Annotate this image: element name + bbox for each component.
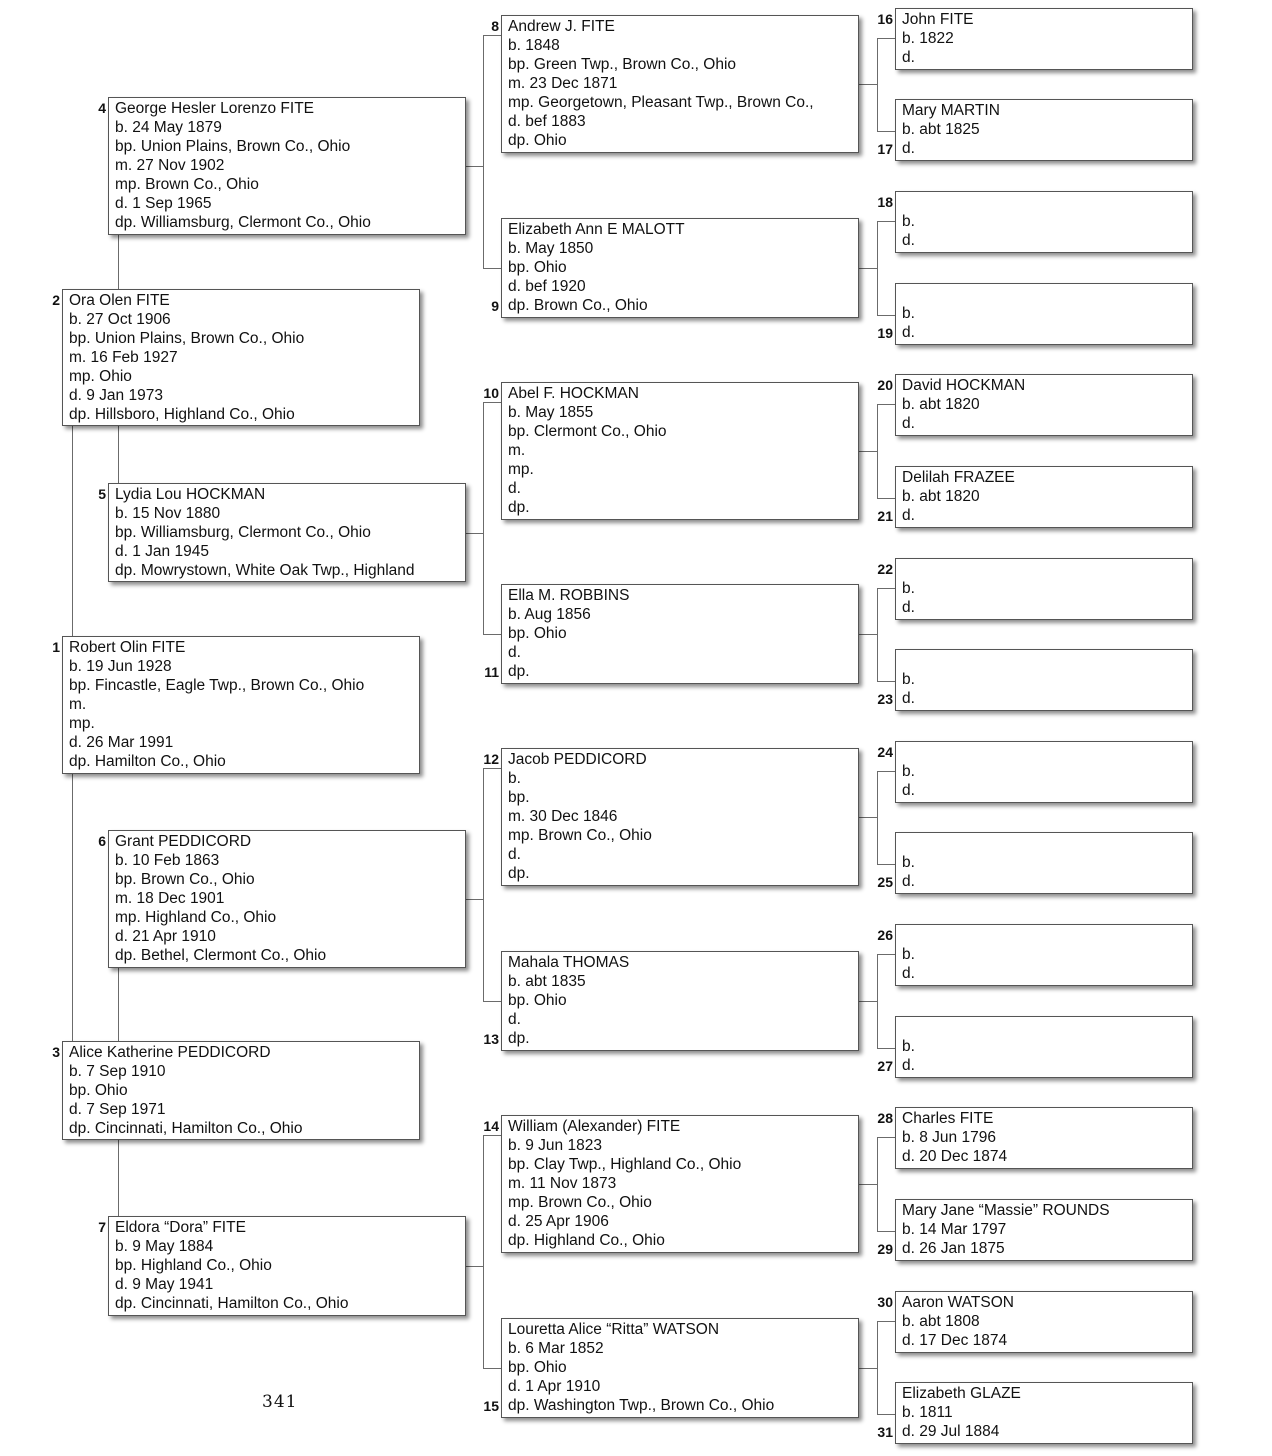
person-detail: d. 17 Dec 1874: [902, 1332, 1008, 1349]
person-detail: b.: [902, 671, 915, 688]
connector-line: [859, 268, 877, 269]
person-detail: mp. Highland Co., Ohio: [115, 909, 277, 926]
person-detail: bp. Fincastle, Eagle Twp., Brown Co., Ohio: [69, 677, 365, 694]
person-number: 13: [483, 1031, 499, 1047]
connector-line: [877, 681, 895, 682]
person-number: 4: [98, 100, 106, 116]
person-name: Lydia Lou HOCKMAN: [115, 486, 266, 503]
person-detail: d.: [902, 965, 915, 982]
person-name: Grant PEDDICORD: [115, 833, 252, 850]
person-detail: bp.: [508, 789, 530, 806]
person-detail: m. 11 Nov 1873: [508, 1175, 617, 1192]
connector-line: [877, 1321, 895, 1322]
person-detail: d. 1 Sep 1965: [115, 195, 212, 212]
connector-line: [466, 899, 483, 900]
person-detail: b.: [508, 770, 521, 787]
person-name: Ella M. ROBBINS: [508, 587, 630, 604]
person-number: 12: [483, 751, 499, 767]
connector-line: [877, 1137, 878, 1232]
person-box-27: [895, 1016, 1193, 1078]
connector-line: [483, 402, 484, 635]
connector-line: [877, 1321, 878, 1415]
person-number: 5: [98, 486, 106, 502]
connector-line: [118, 968, 119, 1041]
person-name: Charles FITE: [902, 1110, 994, 1127]
person-detail: dp. Hillsboro, Highland Co., Ohio: [69, 406, 295, 423]
person-detail: mp.: [508, 461, 534, 478]
person-name: Elizabeth Ann E MALOTT: [508, 221, 685, 238]
connector-line: [483, 768, 501, 769]
person-box-19: [895, 283, 1193, 345]
person-number: 1: [52, 639, 60, 655]
person-detail: b.: [902, 946, 915, 963]
person-detail: dp. Bethel, Clermont Co., Ohio: [115, 947, 327, 964]
person-box-16: [895, 8, 1193, 70]
connector-line: [877, 1137, 895, 1138]
person-detail: bp. Ohio: [508, 992, 567, 1009]
person-detail: bp. Williamsburg, Clermont Co., Ohio: [115, 524, 371, 541]
person-detail: d.: [508, 1011, 521, 1028]
person-number: 26: [877, 927, 893, 943]
person-detail: b. 7 Sep 1910: [69, 1063, 166, 1080]
connector-line: [877, 404, 878, 499]
person-detail: bp. Green Twp., Brown Co., Ohio: [508, 56, 737, 73]
person-detail: d. 21 Apr 1910: [115, 928, 216, 945]
person-name: Elizabeth GLAZE: [902, 1385, 1021, 1402]
person-detail: mp. Brown Co., Ohio: [508, 827, 652, 844]
person-detail: b. 1822: [902, 30, 954, 47]
person-detail: m. 23 Dec 1871: [508, 75, 618, 92]
connector-line: [859, 84, 877, 85]
person-detail: d.: [902, 690, 915, 707]
connector-line: [877, 38, 878, 132]
connector-line: [877, 771, 895, 772]
person-name: George Hesler Lorenzo FITE: [115, 100, 315, 117]
connector-line: [483, 402, 501, 403]
person-detail: b. 8 Jun 1796: [902, 1129, 996, 1146]
connector-line: [859, 451, 877, 452]
person-detail: mp. Brown Co., Ohio: [508, 1194, 652, 1211]
person-box-20: [895, 374, 1193, 436]
person-detail: mp. Ohio: [69, 368, 132, 385]
person-box-17: [895, 99, 1193, 161]
connector-line: [118, 1140, 119, 1216]
person-number: 16: [877, 11, 893, 27]
connector-line: [483, 1135, 484, 1369]
person-name: Delilah FRAZEE: [902, 469, 1015, 486]
connector-line: [118, 235, 119, 289]
person-box-4: [108, 97, 466, 235]
person-detail: bp. Union Plains, Brown Co., Ohio: [69, 330, 305, 347]
connector-line: [877, 221, 878, 316]
person-detail: d. 7 Sep 1971: [69, 1101, 166, 1118]
person-detail: bp. Ohio: [69, 1082, 128, 1099]
person-detail: b.: [902, 763, 915, 780]
person-box-21: [895, 466, 1193, 528]
person-detail: b. 24 May 1879: [115, 119, 222, 136]
person-number: 30: [877, 1294, 893, 1310]
person-name: Mary MARTIN: [902, 102, 1000, 119]
person-detail: dp. Highland Co., Ohio: [508, 1232, 665, 1249]
person-number: 28: [877, 1110, 893, 1126]
person-box-30: [895, 1291, 1193, 1353]
connector-line: [877, 771, 878, 865]
person-detail: m.: [508, 442, 526, 459]
person-detail: dp. Ohio: [508, 132, 567, 149]
person-detail: bp. Ohio: [508, 625, 567, 642]
person-name: John FITE: [902, 11, 974, 28]
person-detail: b. 6 Mar 1852: [508, 1340, 604, 1357]
person-name: [902, 743, 1186, 762]
person-detail: b. 9 Jun 1823: [508, 1137, 602, 1154]
person-detail: b. 14 Mar 1797: [902, 1221, 1007, 1238]
person-detail: b. abt 1820: [902, 396, 980, 413]
person-detail: bp. Ohio: [508, 1359, 567, 1376]
person-detail: dp. Washington Twp., Brown Co., Ohio: [508, 1397, 775, 1414]
connector-line: [466, 1266, 483, 1267]
person-number: 15: [483, 1398, 499, 1414]
connector-line: [859, 1184, 877, 1185]
person-detail: bp. Brown Co., Ohio: [115, 871, 255, 888]
person-detail: d.: [902, 140, 915, 157]
person-name: Andrew J. FITE: [508, 18, 615, 35]
connector-line: [466, 533, 483, 534]
person-detail: b. abt 1808: [902, 1313, 980, 1330]
person-box-29: [895, 1199, 1193, 1261]
person-detail: d.: [902, 1057, 915, 1074]
connector-line: [483, 1001, 501, 1002]
person-box-26: [895, 924, 1193, 986]
person-detail: b. 9 May 1884: [115, 1238, 214, 1255]
person-name: William (Alexander) FITE: [508, 1118, 681, 1135]
person-detail: b. 1848: [508, 37, 560, 54]
person-number: 23: [877, 691, 893, 707]
person-detail: b. 15 Nov 1880: [115, 505, 221, 522]
person-detail: d. bef 1920: [508, 278, 586, 295]
person-detail: d.: [508, 846, 521, 863]
person-box-15: [501, 1318, 859, 1418]
person-box-22: [895, 558, 1193, 620]
person-number: 24: [877, 744, 893, 760]
person-box-13: [501, 951, 859, 1051]
person-box-8: [501, 15, 859, 153]
connector-line: [877, 1048, 895, 1049]
person-number: 6: [98, 833, 106, 849]
person-number: 29: [877, 1241, 893, 1257]
person-detail: m. 30 Dec 1846: [508, 808, 618, 825]
connector-line: [118, 426, 119, 483]
person-detail: d. 1 Jan 1945: [115, 543, 209, 560]
person-detail: d. 9 Jan 1973: [69, 387, 163, 404]
person-box-10: [501, 382, 859, 520]
person-box-9: [501, 218, 859, 318]
person-detail: mp.: [69, 715, 95, 732]
person-name: Robert Olin FITE: [69, 639, 186, 656]
person-detail: dp. Hamilton Co., Ohio: [69, 753, 226, 770]
connector-line: [877, 1414, 895, 1415]
person-detail: b.: [902, 305, 915, 322]
person-name: Ora Olen FITE: [69, 292, 170, 309]
connector-line: [877, 954, 895, 955]
person-detail: b.: [902, 213, 915, 230]
connector-line: [483, 768, 484, 1002]
person-name: David HOCKMAN: [902, 377, 1026, 394]
person-detail: d.: [508, 644, 521, 661]
connector-line: [483, 268, 501, 269]
person-number: 10: [483, 385, 499, 401]
person-detail: b.: [902, 580, 915, 597]
person-detail: mp. Brown Co., Ohio: [115, 176, 259, 193]
person-detail: b. May 1855: [508, 404, 594, 421]
person-detail: dp. Cincinnati, Hamilton Co., Ohio: [69, 1120, 303, 1137]
person-detail: dp.: [508, 499, 530, 516]
person-number: 31: [877, 1424, 893, 1440]
person-name: Louretta Alice “Ritta” WATSON: [508, 1321, 720, 1338]
person-name: [902, 193, 1186, 212]
person-box-3: [62, 1041, 420, 1140]
person-number: 3: [52, 1044, 60, 1060]
person-detail: bp. Union Plains, Brown Co., Ohio: [115, 138, 351, 155]
person-detail: m. 27 Nov 1902: [115, 157, 225, 174]
person-box-24: [895, 741, 1193, 803]
person-detail: dp. Cincinnati, Hamilton Co., Ohio: [115, 1295, 349, 1312]
person-box-14: [501, 1115, 859, 1253]
connector-line: [466, 166, 483, 167]
person-box-23: [895, 649, 1193, 711]
person-detail: bp. Clay Twp., Highland Co., Ohio: [508, 1156, 742, 1173]
person-detail: d. 1 Apr 1910: [508, 1378, 601, 1395]
person-detail: d.: [508, 480, 521, 497]
person-number: 27: [877, 1058, 893, 1074]
person-detail: b. 1811: [902, 1404, 953, 1421]
person-box-25: [895, 832, 1193, 894]
person-number: 9: [491, 298, 499, 314]
person-detail: b. 10 Feb 1863: [115, 852, 220, 869]
person-detail: d. 20 Dec 1874: [902, 1148, 1008, 1165]
person-box-5: [108, 483, 466, 582]
person-detail: b. 27 Oct 1906: [69, 311, 171, 328]
person-name: Mary Jane “Massie” ROUNDS: [902, 1202, 1110, 1219]
person-detail: bp. Clermont Co., Ohio: [508, 423, 667, 440]
person-box-12: [501, 748, 859, 886]
person-number: 18: [877, 194, 893, 210]
connector-line: [877, 864, 895, 865]
person-number: 14: [483, 1118, 499, 1134]
connector-line: [483, 35, 484, 269]
connector-line: [483, 1135, 501, 1136]
person-name: Abel F. HOCKMAN: [508, 385, 639, 402]
connector-line: [877, 404, 895, 405]
person-detail: d. 29 Jul 1884: [902, 1423, 1000, 1440]
person-detail: m. 16 Feb 1927: [69, 349, 178, 366]
connector-line: [877, 1231, 895, 1232]
person-box-18: [895, 191, 1193, 253]
person-number: 8: [491, 18, 499, 34]
person-number: 19: [877, 325, 893, 341]
person-name: Jacob PEDDICORD: [508, 751, 647, 768]
connector-line: [877, 38, 895, 39]
connector-line: [483, 1368, 501, 1369]
person-number: 2: [52, 292, 60, 308]
person-box-11: [501, 584, 859, 684]
person-name: [902, 285, 1186, 304]
person-name: Eldora “Dora” FITE: [115, 1219, 246, 1236]
connector-line: [877, 954, 878, 1049]
connector-line: [877, 588, 895, 589]
person-box-28: [895, 1107, 1193, 1169]
person-detail: d.: [902, 49, 915, 66]
person-detail: dp. Mowrystown, White Oak Twp., Highland: [115, 562, 415, 579]
person-detail: d.: [902, 782, 915, 799]
person-detail: d.: [902, 507, 915, 524]
person-box-7: [108, 1216, 466, 1316]
person-number: 25: [877, 874, 893, 890]
person-detail: d.: [902, 232, 915, 249]
connector-line: [483, 35, 501, 36]
person-name: [902, 651, 1186, 670]
person-detail: dp.: [508, 663, 530, 680]
person-number: 17: [877, 141, 893, 157]
person-detail: d.: [902, 873, 915, 890]
connector-line: [859, 634, 877, 635]
connector-line: [859, 1001, 877, 1002]
person-name: Mahala THOMAS: [508, 954, 630, 971]
person-name: Alice Katherine PEDDICORD: [69, 1044, 271, 1061]
person-detail: b.: [902, 854, 915, 871]
person-detail: m. 18 Dec 1901: [115, 890, 225, 907]
connector-line: [859, 1368, 877, 1369]
person-detail: d. 9 May 1941: [115, 1276, 214, 1293]
person-name: [902, 1018, 1186, 1037]
person-number: 20: [877, 377, 893, 393]
person-detail: d.: [902, 415, 915, 432]
person-box-2: [62, 289, 420, 426]
person-detail: mp. Georgetown, Pleasant Twp., Brown Co.,: [508, 94, 814, 111]
person-detail: b.: [902, 1038, 915, 1055]
connector-line: [859, 817, 877, 818]
person-detail: b. abt 1825: [902, 121, 980, 138]
person-number: 22: [877, 561, 893, 577]
connector-line: [877, 588, 878, 682]
person-detail: dp.: [508, 1030, 530, 1047]
person-detail: b. May 1850: [508, 240, 594, 257]
person-detail: d. 26 Jan 1875: [902, 1240, 1005, 1257]
person-detail: d. 25 Apr 1906: [508, 1213, 609, 1230]
person-detail: d.: [902, 599, 915, 616]
person-detail: bp. Highland Co., Ohio: [115, 1257, 272, 1274]
person-detail: b. 19 Jun 1928: [69, 658, 172, 675]
person-detail: d.: [902, 324, 915, 341]
person-detail: d. 26 Mar 1991: [69, 734, 174, 751]
person-number: 7: [98, 1219, 106, 1235]
connector-line: [877, 498, 895, 499]
person-number: 11: [484, 664, 499, 680]
connector-line: [877, 131, 895, 132]
person-detail: dp. Williamsburg, Clermont Co., Ohio: [115, 214, 371, 231]
connector-line: [877, 221, 895, 222]
person-detail: b. Aug 1856: [508, 606, 591, 623]
connector-line: [877, 315, 895, 316]
person-box-1: [62, 636, 420, 774]
person-detail: b. abt 1820: [902, 488, 980, 505]
person-detail: bp. Ohio: [508, 259, 567, 276]
person-box-31: [895, 1382, 1193, 1444]
person-detail: b. abt 1835: [508, 973, 586, 990]
person-box-6: [108, 830, 466, 968]
person-number: 21: [877, 508, 893, 524]
person-name: [902, 926, 1186, 945]
person-name: Aaron WATSON: [902, 1294, 1014, 1311]
person-name: [902, 560, 1186, 579]
person-name: [902, 834, 1186, 853]
page-number: 341: [262, 1392, 298, 1412]
person-detail: dp.: [508, 865, 530, 882]
person-detail: d. bef 1883: [508, 113, 586, 130]
person-detail: dp. Brown Co., Ohio: [508, 297, 648, 314]
person-detail: m.: [69, 696, 87, 713]
connector-line: [483, 634, 501, 635]
